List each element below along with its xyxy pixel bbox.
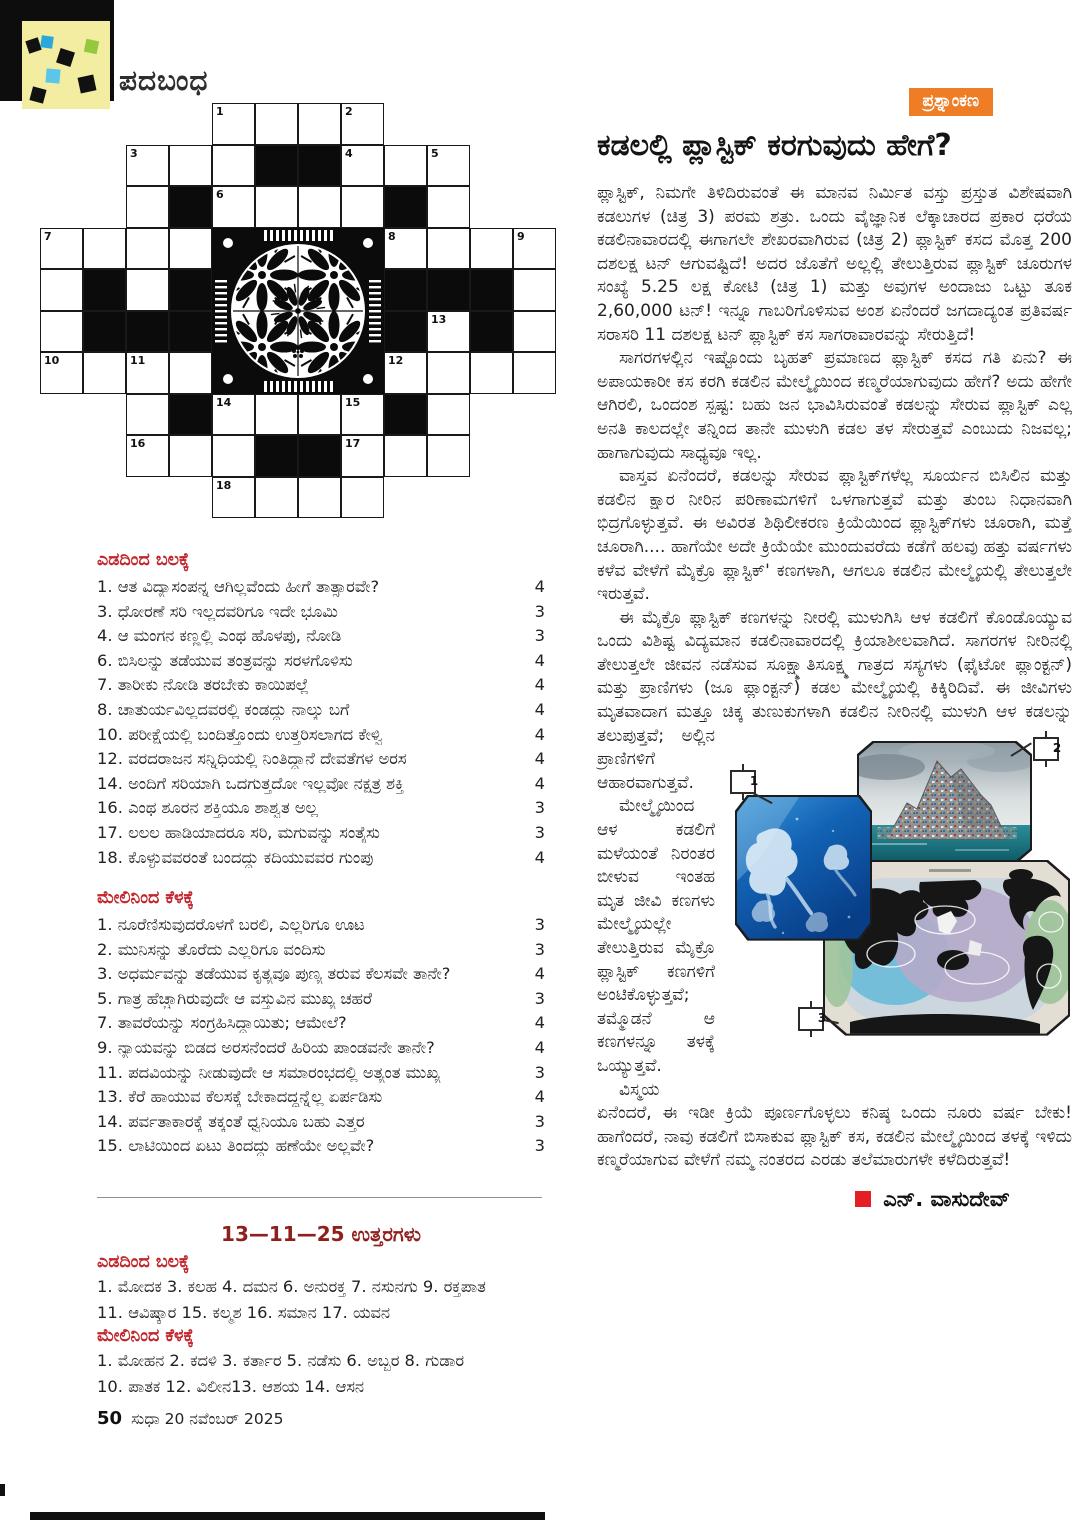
crossword-cell	[427, 311, 470, 353]
clue-text: 3. ಧೋರಣೆ ಸರಿ ಇಲ್ಲದವರಿಗೂ ಇದೇ ಭೂಮಿ	[97, 601, 338, 621]
crossword-cell	[255, 186, 298, 228]
crossword-cell	[169, 435, 212, 477]
crossword-block-cell	[169, 186, 212, 228]
crossword-clue-number: 3	[130, 146, 138, 160]
clue-text: 10. ಪರೀಕ್ಷೆಯಲ್ಲಿ ಬಂದಿತ್ತೊಂದು ಉತ್ತರಿಸಲಾಗದ ಕೇಳ್ವಿ	[97, 724, 383, 744]
crossword-cell	[212, 103, 255, 145]
crossword-block-cell	[169, 269, 212, 311]
clue-row	[97, 700, 545, 725]
clue-text: 16. ಎಂಥ ಶೂರನ ಶಕ್ತಿಯೂ ಶಾಶ್ವತ ಅಲ್ಲ	[97, 798, 319, 818]
crossword-block-cell	[298, 435, 341, 477]
crossword-clue-number: 1	[216, 105, 224, 118]
clue-row	[97, 749, 545, 774]
crossword-block-cell	[169, 394, 212, 436]
crossword-cell	[255, 103, 298, 145]
crossword-cell	[341, 435, 384, 477]
crossword-grid	[40, 103, 558, 520]
answers-across-heading: ಎಡದಿಂದ ಬಲಕ್ಕೆ	[97, 1252, 190, 1272]
crossword-cell	[212, 186, 255, 228]
clue-row	[97, 725, 545, 750]
crossword-cell	[513, 269, 556, 311]
figure-callout-1-label: 1	[749, 773, 759, 788]
magazine-name-date: ಸುಧಾ 20 ನವೆಂಬರ್ 2025	[131, 1410, 284, 1428]
clue-text: 12. ವರದರಾಜನ ಸನ್ನಿಧಿಯಲ್ಲಿ ನಿಂತಿದ್ದಾನೆ ದೇವತೆಗಳ ಅರಸ	[97, 749, 407, 769]
crossword-cell	[40, 228, 83, 270]
logo-confetti-square	[45, 68, 60, 83]
clue-text: 15. ಲಾಟಿಯಿಂದ ಏಟು ತಿಂದದ್ದು ಹಣೆಯೇ ಅಲ್ಲವೇ?	[97, 1136, 375, 1156]
crossword-cell	[212, 145, 255, 187]
crossword-cell	[126, 145, 169, 187]
crossword-cell	[255, 394, 298, 436]
logo-confetti-square	[78, 75, 97, 94]
answers-section	[97, 1222, 545, 1400]
crossword-block-cell	[255, 145, 298, 187]
crossword-clue-number: 14	[216, 395, 232, 409]
crossword-cell	[341, 477, 384, 519]
crossword-clue-number: 15	[345, 395, 361, 409]
clue-text: 8. ಚಾತುರ್ಯವಿಲ್ಲದವರಲ್ಲಿ ಕಂಡದ್ದು ನಾಲ್ಕು ಬಗೆ	[97, 699, 350, 719]
figure-callout-3	[798, 1007, 827, 1031]
article-title: ಕಡಲಲ್ಲಿ ಪ್ಲಾಸ್ಟಿಕ್ ಕರಗುವುದು ಹೇಗೆ?	[597, 128, 952, 163]
crossword-cell	[513, 311, 556, 353]
clue-row	[97, 940, 545, 965]
page-number: 50	[97, 1408, 123, 1429]
clue-length: 4	[534, 773, 545, 793]
clue-length: 4	[534, 699, 545, 719]
crossword-clue-number: 13	[431, 312, 447, 326]
article-paragraph: ಮೇಲ್ಮೈಯಿಂದ ಆಳ ಕಡಲಿಗೆ ಮಳೆಯಂತೆ ನಿರಂತರ ಬೀಳುವ ಇಂತಹ ಮೃತ ಜೀವಿ ಕಣಗಳು ಮೇಲ್ಮೈಯಲ್ಲೇ ತೇಲುತ್ತಿರುವ ಮೈಕ್ರೊ ಪ್ಲಾಸ್ಟಿಕ್ ಕಣಗಳಿಗೆ ಅಂಟಿಕೊಳ್ಳುತ್ತವೆ; ತಮ್ಮೊಡನೆ ಆ ಕಣಗಳನ್ನೂ ತಳಕ್ಕೆ ಒಯ್ಯುತ್ತವೆ.	[597, 796, 715, 1076]
clue-length: 3	[534, 1062, 545, 1082]
clue-text: 2. ಮುನಿಸನ್ನು ತೊರೆದು ಎಲ್ಲರಿಗೂ ವಂದಿಸು	[97, 939, 326, 959]
crossword-cell	[341, 394, 384, 436]
crossword-block-cell	[169, 311, 212, 353]
crossword-block-cell	[470, 311, 513, 353]
clue-row	[97, 1087, 545, 1112]
crossword-cell	[298, 394, 341, 436]
crossword-cell	[298, 103, 341, 145]
clue-row	[97, 651, 545, 676]
crossword-clue-number: 2	[345, 105, 353, 118]
crossword-cell	[255, 477, 298, 519]
clue-length: 4	[534, 577, 545, 596]
clue-text: 1. ಆತ ವಿದ್ಯಾಸಂಪನ್ನ ಆಗಿಲ್ಲವೆಂದು ಹೀಗೆ ತಾತ್ಸಾರವೇ?	[97, 577, 380, 596]
answers-across-line: 11. ಆವಿಷ್ಕಾರ 15. ಕಲ್ಮಶ 16. ಸಮಾನ 17. ಯವನ	[97, 1303, 390, 1322]
crossword-block-cell	[384, 186, 427, 228]
article-paragraph: ವಾಸ್ತವ ಏನೆಂದರೆ, ಕಡಲನ್ನು ಸೇರುವ ಪ್ಲಾಸ್ಟಿಕ್‌ಗಳೆಲ್ಲ ಸೂರ್ಯನ ಬಿಸಿಲಿನ ಮತ್ತು ಕಡಲಿನ ಕ್ಷಾರ ನೀರಿನ ಪರಿಣಾಮಗಳಿಗೆ ಒಳಗಾಗುತ್ತವೆ ಮತ್ತು ತುಂಬ ನಿಧಾನವಾಗಿ ಭಿದ್ರಗೊಳ್ಳುತ್ತವೆ. ಈ ಅವಿರತ ಶಿಥಿಲೀಕರಣ ಕ್ರಿಯೆಯಿಂದ ಪ್ಲಾಸ್ಟಿಕ್‌ಗಳು ಚೂರಾಗಿ, ಮತ್ತೆ ಚೂರಾಗಿ.... ಹಾಗೆಯೇ ಅದೇ ಕ್ರಿಯೆಯೇ ಮುಂದುವರೆದು ಕಡೆಗೆ ಹಲವು ಹತ್ತು ವರ್ಷಗಳು ಕಳೆವ ವೇಳೆಗೆ ಮೈಕ್ರೊ ಪ್ಲಾಸ್ಟಿಕ್' ಕಣಗಳಾಗಿ, ಆಗಲೂ ಕಡಲಿನ ಮೇಲ್ಮೈಯಲ್ಲಿ ತೇಲುತ್ತಲೇ ಇರುತ್ತವೆ.	[597, 466, 1072, 605]
crossword-cell	[40, 352, 83, 394]
clue-row	[97, 964, 545, 989]
clue-length: 3	[534, 1136, 545, 1156]
crossword-cell	[341, 186, 384, 228]
clue-row	[97, 602, 545, 627]
clue-length: 3	[534, 915, 545, 934]
crossword-cell	[384, 435, 427, 477]
crossword-clue-number: 7	[44, 229, 52, 243]
crossword-clue-number: 17	[345, 437, 361, 450]
crossword-cell	[298, 477, 341, 519]
crossword-cell	[470, 352, 513, 394]
crossword-clue-number: 8	[388, 229, 396, 243]
column-badge: ಪ್ರಶ್ನಾಂಕಣ	[909, 88, 994, 116]
clue-row	[97, 848, 545, 873]
figure-callout-2-label: 2	[1052, 740, 1062, 755]
clue-length: 4	[534, 1013, 545, 1033]
crossword-clue-number: 16	[130, 437, 146, 450]
figures-block	[727, 725, 1072, 1073]
clue-row	[97, 915, 545, 940]
bottom-rule-bar	[30, 1512, 545, 1520]
crossword-cell	[384, 352, 427, 394]
clue-row	[97, 1038, 545, 1063]
mandala-ornament-icon	[212, 228, 384, 394]
down-clues-section	[97, 888, 545, 1161]
clue-length: 4	[534, 724, 545, 744]
clue-text: 14. ಅಂದಿಗೆ ಸರಿಯಾಗಿ ಒದಗುತ್ತದೋ ಇಲ್ಲವೋ ನಕ್ಷತ್ರ ಶಕ್ತಿ	[97, 773, 404, 793]
clue-length: 3	[534, 601, 545, 621]
crossword-block-cell	[83, 311, 126, 353]
article-body	[597, 182, 1072, 1173]
crossword-cell	[384, 228, 427, 270]
crossword-cell	[298, 186, 341, 228]
crossword-clue-number: 5	[431, 146, 439, 160]
crossword-clue-number: 9	[517, 229, 525, 243]
crossword-clue-number: 11	[130, 354, 146, 367]
clue-length: 4	[534, 675, 545, 695]
crossword-cell	[427, 186, 470, 228]
crossword-clue-number: 18	[216, 478, 232, 492]
clue-text: 7. ತಾವರೆಯನ್ನು ಸಂಗ್ರಹಿಸಿದ್ದಾಯಿತು; ಆಮೇಲೆ?	[97, 1013, 347, 1033]
crossword-cell	[126, 186, 169, 228]
article-text: ಈ ಮೈಕ್ರೊ ಪ್ಲಾಸ್ಟಿಕ್ ಕಣಗಳನ್ನು ನೀರಲ್ಲಿ ಮುಳುಗಿಸಿ ಆಳ ಕಡಲಿಗೆ ಕೊಂಡೊಯ್ಯುವ ಒಂದು ವಿಶಿಷ್ಟ ವಿದ್ಯಮಾನ ಕಡಲಿನಾವಾರದಲ್ಲಿ ಕ್ರಿಯಾಶೀಲವಾಗಿದೆ. ಸಾಗರಗಳ ನೀರಿನಲ್ಲಿ ತೇಲುತ್ತಲೇ ಜೀವನ ನಡೆಸುವ ಸೂಕ್ಷ್ಮಾತಿಸೂಕ್ಷ್ಮ ಗಾತ್ರದ ಸಸ್ಯಗಳು (ಫೈಟೋ ಪ್ಲಾಂಕ್ಟನ್) ಮತ್ತು ಪ್ರಾಣಿಗಳು (ಜೂ ಪ್ಲಾಂಕ್ಟನ್) ಕಡಲ ಮೇಲ್ಮೈಯಲ್ಲಿ ಕಿಕ್ಕಿರಿದಿವೆ. ಈ ಜೀವಿಗಳು ಮೃತವಾದಾಗ ಮತ್ತೂ ಚಿಕ್ಕ ತುಣುಕುಗಳಾಗಿ ಕಡಲಿನ ನೀರಿನಲ್ಲಿ ಮುಳುಗಿ	[597, 607, 1072, 723]
clue-text: 6. ಬಿಸಿಲನ್ನು ತಡೆಯುವ ತಂತ್ರವನ್ನು ಸರಳಗೊಳಿಸು	[97, 650, 353, 670]
crossword-cell	[40, 311, 83, 353]
answers-divider-rule	[97, 1197, 542, 1198]
crossword-cell	[427, 435, 470, 477]
crossword-cell	[169, 352, 212, 394]
clue-text: 9. ನ್ಯಾಯವನ್ನು ಬಿಡದ ಅರಸನೆಂದರೆ ಹಿರಿಯ ಪಾಂಡವನೇ ತಾನೇ?	[97, 1037, 435, 1057]
crossword-cell	[126, 228, 169, 270]
figure-callout-1	[730, 770, 759, 794]
clue-length: 3	[534, 988, 545, 1008]
page-footer	[97, 1408, 283, 1429]
clue-text: 5. ಗಾತ್ರ ಹೆಚ್ಚಾಗಿರುವುದೇ ಆ ವಸ್ತುವಿನ ಮುಖ್ಯ ಚಹರೆ	[97, 988, 373, 1008]
clue-row	[97, 1136, 545, 1161]
clue-text: 7. ತಾರೀಕು ನೋಡಿ ತರಬೇಕು ಕಾಯಿಪಲ್ಲೆ	[97, 675, 309, 695]
clue-text: 13. ಕೆರೆ ಹಾಯುವ ಕೆಲಸಕ್ಕೆ ಬೇಕಾದದ್ದನ್ನೆಲ್ಲ ಏರ್ಪಡಿಸು	[97, 1087, 383, 1107]
section-title-padabandha: ಪದಬಂಧ	[119, 64, 209, 97]
article-paragraph: ಪ್ಲಾಸ್ಟಿಕ್, ನಿಮಗೇ ತಿಳಿದಿರುವಂತೆ ಈ ಮಾನವ ನಿರ್ಮಿತ ವಸ್ತು ಪ್ರಸ್ತುತ ವಿಶೇಷವಾಗಿ ಕಡಲುಗಳ (ಚಿತ್ರ 3) ಪರಮ ಶತ್ರು. ಒಂದು ವೈಜ್ಞಾನಿಕ ಲೆಕ್ಕಾಚಾರದ ಪ್ರಕಾರ ಧರೆಯ ಕಡಲಿನಾವಾರದಲ್ಲಿ ಈಗಾಗಲೇ ಶೇಖರವಾಗಿರುವ (ಚಿತ್ರ 2) ಪ್ಲಾಸ್ಟಿಕ್ ಕಸದ ಮೊತ್ತ 200 ದಶಲಕ್ಷ ಟನ್ ಆಗುವಷ್ಟಿದೆ! ಅದರ ಜೊತೆಗೆ ಅಲ್ಲಲ್ಲಿ ತೇಲುತ್ತಿರುವ ಪ್ಲಾಸ್ಟಿಕ್ ಚೂರುಗಳ ಸಂಖ್ಯೆ 5.25 ಲಕ್ಷ ಕೋಟಿ (ಚಿತ್ರ 1) ಮತ್ತು ಅವುಗಳ ಅಂದಾಜು ಒಟ್ಟು ತೂಕ 2,60,000 ಟನ್! ಇನ್ನೂ ಗಾಬರಿಗೊಳಿಸುವ ಅಂಶ ಏನೆಂದರೆ ಜಗದಾದ್ಯಂತ ಪ್ರತಿವರ್ಷ ಸರಾಸರಿ 11 ದಶಲಕ್ಷ ಟನ್ ಪ್ಲಾಸ್ಟಿಕ್ ಕಸ ಸಾಗರಾವಾರವನ್ನು ಸೇರುತ್ತಿದೆ!	[597, 183, 1072, 345]
across-clues-heading: ಎಡದಿಂದ ಬಲಕ್ಕೆ	[97, 550, 190, 570]
crossword-cell	[126, 394, 169, 436]
figure-callout-2	[1033, 737, 1062, 761]
figure-callout-3-label: 3	[817, 1010, 827, 1025]
crossword-block-cell	[427, 269, 470, 311]
clue-row	[97, 675, 545, 700]
author-name: ಎನ್. ವಾಸುದೇವ್	[883, 1186, 1010, 1211]
clue-length: 3	[534, 626, 545, 646]
answers-down-line: 1. ಮೋಹನ 2. ಕದಳಿ 3. ಕರ್ತಾರ 5. ನಡೆಸು 6. ಅಬ್ಬರ 8. ಗುಡಾರ	[97, 1351, 464, 1370]
clue-text: 18. ಕೊಳ್ಳುವವರಂತೆ ಬಂದದ್ದು ಕದಿಯುವವರ ಗುಂಪು	[97, 847, 374, 867]
crossword-center-ornament	[212, 228, 384, 394]
clue-text: 11. ಪದವಿಯನ್ನು ನೀಡುವುದೇ ಆ ಸಮಾರಂಭದಲ್ಲಿ ಅತ್ಯಂತ ಮುಖ್ಯ	[97, 1062, 441, 1082]
crossword-cell	[169, 228, 212, 270]
clue-length: 4	[534, 650, 545, 670]
crossword-cell	[212, 435, 255, 477]
clue-row	[97, 798, 545, 823]
clue-length: 3	[534, 939, 545, 959]
crossword-clue-number: 10	[44, 354, 60, 367]
figure-1-plastic-bags-photo	[735, 795, 872, 941]
clue-text: 14. ಪರ್ವತಾಕಾರಕ್ಕೆ ತಕ್ಕಂತೆ ಧ್ವನಿಯೂ ಬಹು ಎತ್ತರ	[97, 1111, 365, 1131]
across-clues-section	[97, 550, 545, 872]
crossword-cell	[40, 269, 83, 311]
clue-text: 1. ನೂರೆಣಿಸುವುದರೊಳಗೆ ಬರಲಿ, ಎಲ್ಲರಿಗೂ ಊಟ	[97, 915, 365, 934]
crossword-cell	[169, 145, 212, 187]
clue-length: 3	[534, 1111, 545, 1131]
crossword-cell	[126, 352, 169, 394]
clue-text: 3. ಅಧರ್ಮವನ್ನು ತಡೆಯುವ ಕೃತ್ಯವೂ ಪುಣ್ಯ ತರುವ ಕೆಲಸವೇ ತಾನೇ?	[97, 964, 451, 984]
crossword-block-cell	[384, 394, 427, 436]
crossword-cell	[341, 145, 384, 187]
author-byline	[597, 1187, 1072, 1212]
crossword-cell	[83, 228, 126, 270]
logo-confetti-square	[84, 39, 99, 54]
clue-row	[97, 626, 545, 651]
crossword-cell	[384, 145, 427, 187]
crossword-block-cell	[384, 311, 427, 353]
down-clues-heading: ಮೇಲಿನಿಂದ ಕೆಳಕ್ಕೆ	[97, 888, 194, 908]
crossword-cell	[427, 352, 470, 394]
answers-across-line: 1. ಮೋದಕ 3. ಕಲಹ 4. ದಮನ 6. ಅನುರಕ್ತ 7. ನಸುನಗು 9. ರಕ್ತಪಾತ	[97, 1277, 486, 1296]
clue-text: 4. ಆ ಮಂಗನ ಕಣ್ಣಲ್ಲಿ ಎಂಥ ಹೊಳಪು, ನೋಡಿ	[97, 626, 342, 646]
answers-down-heading: ಮೇಲಿನಿಂದ ಕೆಳಕ್ಕೆ	[97, 1326, 194, 1346]
trash-island-illustration	[859, 743, 1030, 862]
page-edge-mark	[0, 1484, 5, 1496]
logo-confetti-square	[40, 35, 54, 49]
crossword-cell	[212, 394, 255, 436]
clue-length: 3	[534, 822, 545, 842]
clue-row	[97, 1063, 545, 1088]
crossword-block-cell	[298, 145, 341, 187]
crossword-block-cell	[126, 311, 169, 353]
clue-row	[97, 989, 545, 1014]
crossword-block-cell	[384, 269, 427, 311]
crossword-cell	[513, 352, 556, 394]
clue-row	[97, 1013, 545, 1038]
article-text: ಆಳ ಕಡಲನ್ನು ತಲುಪುತ್ತವೆ; ಅಲ್ಲಿನ ಪ್ರಾಣಿಗಳಿಗೆ ಆಹಾರವಾಗುತ್ತವೆ.	[597, 702, 1072, 793]
crossword-cell	[126, 269, 169, 311]
crossword-cell	[427, 394, 470, 436]
clue-length: 4	[534, 1087, 545, 1107]
clue-row	[97, 1112, 545, 1137]
article-paragraph: ಸಾಗರಗಳಲ್ಲಿನ ಇಷ್ಟೊಂದು ಬೃಹತ್ ಪ್ರಮಾಣದ ಪ್ಲಾಸ್ಟಿಕ್ ಕಸದ ಗತಿ ಏನು? ಈ ಅಪಾಯಕಾರೀ ಕಸ ಕರಗಿ ಕಡಲಿನ ಮೇಲ್ಮೈಯಿಂದ ಕಣ್ಮರೆಯಾಗುವುದು ಹೇಗೆ? ಅದು ಹೇಗೇ ಆಗಿರಲಿ, ಒಂದಂಶ ಸ್ಪಷ್ಟ: ಬಹು ಜನ ಭಾವಿಸಿರುವಂತೆ ಕಡಲನ್ನು ಸೇರುವ ಪ್ಲಾಸ್ಟಿಕ್ ಎಲ್ಲ ಅನತಿ ಕಾಲದಲ್ಲೇ ತನ್ನಿಂದ ತಾನೇ ಮುಳುಗಿ ಕಡಲ ತಳ ಸೇರುತ್ತವೆ ಎಂಬುದು ನಿಜವಲ್ಲ; ಹಾಗಾಗುವುದು ಸಾಧ್ಯವೂ ಇಲ್ಲ.	[597, 348, 1072, 463]
crossword-cell	[427, 228, 470, 270]
crossword-cell	[212, 477, 255, 519]
clue-length: 4	[534, 847, 545, 867]
crossword-clue-number: 4	[345, 146, 353, 160]
crossword-cell	[513, 228, 556, 270]
crossword-cell	[126, 435, 169, 477]
answers-down-line: 10. ಪಾತಕ 12. ವಿಲೀನ13. ಆಶಯ 14. ಆಸನ	[97, 1377, 364, 1396]
article-column	[597, 88, 1072, 1212]
crossword-block-cell	[470, 269, 513, 311]
across-clues-list	[97, 577, 545, 872]
plastic-bags-underwater-illustration	[737, 797, 870, 939]
down-clues-list	[97, 915, 545, 1161]
crossword-clue-number: 12	[388, 354, 404, 367]
clue-row	[97, 823, 545, 848]
crossword-clue-number: 6	[216, 188, 224, 201]
clue-row	[97, 577, 545, 602]
clue-row	[97, 774, 545, 799]
clue-length: 4	[534, 749, 545, 769]
crossword-block-cell	[255, 435, 298, 477]
figure-2-trash-island-photo	[857, 741, 1032, 864]
article-paragraph: ವಿಸ್ಮಯ ಏನೆಂದರೆ, ಈ ಇಡೀ ಕ್ರಿಯೆ ಪೂರ್ಣಗೊಳ್ಳಲು ಕನಿಷ್ಠ ಒಂದು ನೂರು ವರ್ಷ ಬೇಕು! ಹಾಗೆಂದರೆ, ನಾವು ಕಡಲಿಗೆ ಬಿಸಾಕುವ ಪ್ಲಾಸ್ಟಿಕ್ ಕಸ, ಕಡಲಿನ ಮೇಲ್ಮೈಯಿಂದ ತಳಕ್ಕೆ ಇಳಿದು ಕಣ್ಮರೆಯಾಗುವ ವೇಳೆಗೆ ನಮ್ಮ ನಂತರದ ಎರಡು ತಲೆಮಾರುಗಳೇ ಕಳೆದಿರುತ್ತವೆ!	[597, 1079, 1072, 1171]
crossword-cell	[470, 228, 513, 270]
clue-length: 4	[534, 1037, 545, 1057]
clue-text: 17. ಲಲಲ ಹಾಡಿಯಾದರೂ ಸರಿ, ಮಗುವನ್ನು ಸಂತೈಸು	[97, 822, 380, 842]
crossword-cell	[83, 352, 126, 394]
crossword-cell	[341, 103, 384, 145]
clue-length: 3	[534, 798, 545, 818]
answers-title: 13—11—25 ಉತ್ತರಗಳು	[221, 1222, 421, 1246]
crossword-block-cell	[83, 269, 126, 311]
clue-length: 4	[534, 964, 545, 984]
crossword-cell	[427, 145, 470, 187]
author-red-square-icon	[855, 1191, 871, 1207]
